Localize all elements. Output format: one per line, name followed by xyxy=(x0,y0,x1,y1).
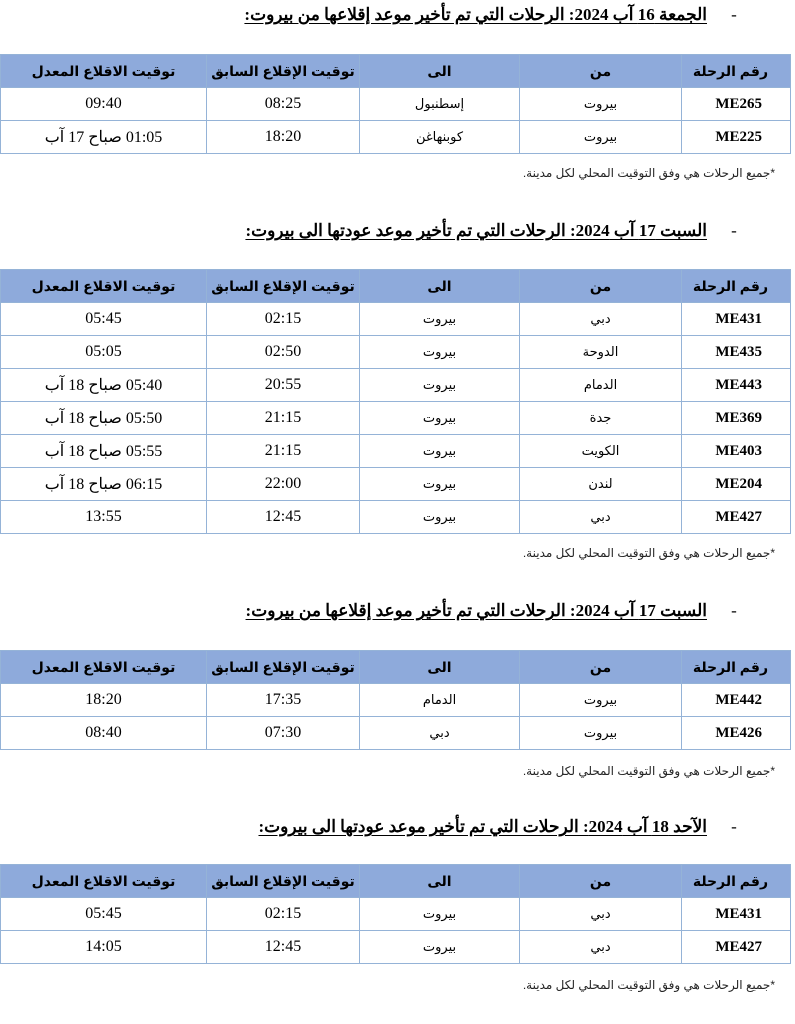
flight-number: ME225 xyxy=(682,121,791,154)
revised-departure-time: 05:45 xyxy=(1,898,207,931)
previous-departure-time: 02:15 xyxy=(207,898,360,931)
table-row xyxy=(1,121,791,154)
origin-city: دبي xyxy=(520,303,682,336)
destination-city: الدمام xyxy=(360,684,520,717)
timezone-note: *جميع الرحلات هي وفق التوقيت المحلي لكل مدينة. xyxy=(522,978,775,992)
destination-city: بيروت xyxy=(360,898,520,931)
table-row xyxy=(1,336,791,369)
table-row xyxy=(1,402,791,435)
header-previous-departure: توقيت الإقلاع السابق xyxy=(207,865,360,898)
header-to: الى xyxy=(360,270,520,303)
destination-city: بيروت xyxy=(360,435,520,468)
origin-city: دبي xyxy=(520,501,682,534)
origin-city: دبي xyxy=(520,898,682,931)
destination-city: بيروت xyxy=(360,501,520,534)
revised-departure-time: 05:55 صباح 18 آب xyxy=(1,435,207,468)
section-heading xyxy=(246,600,747,622)
previous-departure-time: 12:45 xyxy=(207,501,360,534)
flight-number: ME442 xyxy=(682,684,791,717)
table-row xyxy=(1,684,791,717)
flights-table xyxy=(0,650,791,750)
header-previous-departure: توقيت الإقلاع السابق xyxy=(207,270,360,303)
destination-city: بيروت xyxy=(360,336,520,369)
destination-city: بيروت xyxy=(360,303,520,336)
heading-dash: - xyxy=(731,817,737,836)
previous-departure-time: 17:35 xyxy=(207,684,360,717)
section-heading xyxy=(258,816,747,838)
heading-dash: - xyxy=(731,601,737,620)
previous-departure-time: 08:25 xyxy=(207,88,360,121)
flight-number: ME426 xyxy=(682,717,791,750)
previous-departure-time: 18:20 xyxy=(207,121,360,154)
header-flight: رقم الرحلة xyxy=(682,865,791,898)
table-row xyxy=(1,931,791,964)
header-flight: رقم الرحلة xyxy=(682,55,791,88)
revised-departure-time: 05:45 xyxy=(1,303,207,336)
revised-departure-time: 05:50 صباح 18 آب xyxy=(1,402,207,435)
heading-text: الجمعة 16 آب 2024: الرحلات التي تم تأخير موعد إقلاعها من بيروت: xyxy=(244,5,707,24)
destination-city: دبي xyxy=(360,717,520,750)
origin-city: بيروت xyxy=(520,684,682,717)
section-heading xyxy=(244,4,747,26)
heading-text: السبت 17 آب 2024: الرحلات التي تم تأخير موعد عودتها الى بيروت: xyxy=(245,221,707,240)
header-previous-departure: توقيت الإقلاع السابق xyxy=(207,55,360,88)
flight-number: ME369 xyxy=(682,402,791,435)
table-header-row xyxy=(1,270,791,303)
table-header-row xyxy=(1,55,791,88)
revised-departure-time: 06:15 صباح 18 آب xyxy=(1,468,207,501)
previous-departure-time: 02:50 xyxy=(207,336,360,369)
flight-number: ME443 xyxy=(682,369,791,402)
destination-city: بيروت xyxy=(360,402,520,435)
header-from: من xyxy=(520,55,682,88)
origin-city: لندن xyxy=(520,468,682,501)
previous-departure-time: 07:30 xyxy=(207,717,360,750)
timezone-note: *جميع الرحلات هي وفق التوقيت المحلي لكل مدينة. xyxy=(522,166,775,180)
previous-departure-time: 20:55 xyxy=(207,369,360,402)
origin-city: بيروت xyxy=(520,121,682,154)
header-to: الى xyxy=(360,651,520,684)
table-header-row xyxy=(1,865,791,898)
destination-city: بيروت xyxy=(360,931,520,964)
destination-city: إسطنبول xyxy=(360,88,520,121)
revised-departure-time: 01:05 صباح 17 آب xyxy=(1,121,207,154)
header-from: من xyxy=(520,651,682,684)
revised-departure-time: 05:40 صباح 18 آب xyxy=(1,369,207,402)
revised-departure-time: 13:55 xyxy=(1,501,207,534)
heading-dash: - xyxy=(731,5,737,24)
origin-city: بيروت xyxy=(520,88,682,121)
revised-departure-time: 18:20 xyxy=(1,684,207,717)
destination-city: بيروت xyxy=(360,369,520,402)
header-revised-departure: توقيت الاقلاع المعدل xyxy=(1,55,207,88)
destination-city: بيروت xyxy=(360,468,520,501)
header-revised-departure: توقيت الاقلاع المعدل xyxy=(1,865,207,898)
table-row xyxy=(1,303,791,336)
revised-departure-time: 14:05 xyxy=(1,931,207,964)
table-row xyxy=(1,369,791,402)
heading-dash: - xyxy=(731,221,737,240)
previous-departure-time: 21:15 xyxy=(207,402,360,435)
header-previous-departure: توقيت الإقلاع السابق xyxy=(207,651,360,684)
flight-number: ME204 xyxy=(682,468,791,501)
timezone-note: *جميع الرحلات هي وفق التوقيت المحلي لكل مدينة. xyxy=(522,546,775,560)
flight-number: ME427 xyxy=(682,931,791,964)
table-row xyxy=(1,717,791,750)
flights-table xyxy=(0,269,791,534)
table-header-row xyxy=(1,651,791,684)
flight-number: ME431 xyxy=(682,898,791,931)
origin-city: الدوحة xyxy=(520,336,682,369)
header-flight: رقم الرحلة xyxy=(682,651,791,684)
flights-table xyxy=(0,864,791,964)
table-row xyxy=(1,468,791,501)
revised-departure-time: 08:40 xyxy=(1,717,207,750)
flight-number: ME427 xyxy=(682,501,791,534)
flight-number: ME265 xyxy=(682,88,791,121)
heading-text: الآحد 18 آب 2024: الرحلات التي تم تأخير موعد عودتها الى بيروت: xyxy=(258,817,707,836)
table-row xyxy=(1,898,791,931)
table-row xyxy=(1,501,791,534)
origin-city: دبي xyxy=(520,931,682,964)
header-to: الى xyxy=(360,865,520,898)
origin-city: الدمام xyxy=(520,369,682,402)
flight-number: ME403 xyxy=(682,435,791,468)
header-flight: رقم الرحلة xyxy=(682,270,791,303)
table-row xyxy=(1,435,791,468)
header-revised-departure: توقيت الاقلاع المعدل xyxy=(1,270,207,303)
section-heading xyxy=(245,220,747,242)
table-row xyxy=(1,88,791,121)
previous-departure-time: 21:15 xyxy=(207,435,360,468)
flights-table xyxy=(0,54,791,154)
timezone-note: *جميع الرحلات هي وفق التوقيت المحلي لكل مدينة. xyxy=(522,764,775,778)
previous-departure-time: 22:00 xyxy=(207,468,360,501)
revised-departure-time: 05:05 xyxy=(1,336,207,369)
flight-number: ME431 xyxy=(682,303,791,336)
previous-departure-time: 02:15 xyxy=(207,303,360,336)
heading-text: السبت 17 آب 2024: الرحلات التي تم تأخير موعد إقلاعها من بيروت: xyxy=(245,601,707,620)
revised-departure-time: 09:40 xyxy=(1,88,207,121)
header-revised-departure: توقيت الاقلاع المعدل xyxy=(1,651,207,684)
origin-city: الكويت xyxy=(520,435,682,468)
destination-city: كوبنهاغن xyxy=(360,121,520,154)
header-from: من xyxy=(520,270,682,303)
previous-departure-time: 12:45 xyxy=(207,931,360,964)
header-to: الى xyxy=(360,55,520,88)
header-from: من xyxy=(520,865,682,898)
flight-number: ME435 xyxy=(682,336,791,369)
origin-city: جدة xyxy=(520,402,682,435)
origin-city: بيروت xyxy=(520,717,682,750)
